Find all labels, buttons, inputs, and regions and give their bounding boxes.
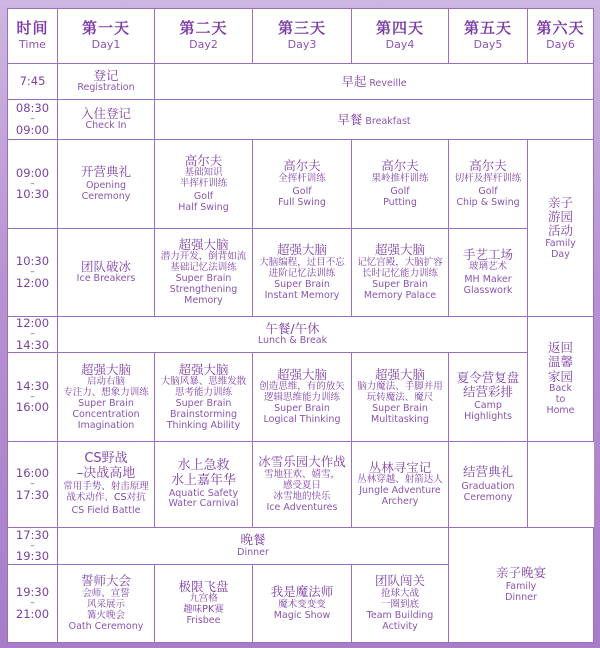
- activity-zh: 活动: [547, 223, 573, 239]
- activity-zh: 极限飞盘: [178, 578, 229, 594]
- day-zh: 第五天: [463, 19, 512, 38]
- activity-zh: 冰雪乐园大作战: [258, 454, 346, 470]
- activity-zh: 早起: [341, 74, 367, 90]
- activity-sub: 思考能力训练: [174, 386, 232, 398]
- header-day2: [155, 9, 253, 64]
- activity-zh: 登记: [93, 67, 119, 83]
- activity-zh: 家园: [547, 368, 573, 384]
- activity-en: Golf: [292, 185, 312, 197]
- activity-zh: 温馨: [547, 354, 573, 370]
- activity-en: Super Brain: [175, 397, 232, 409]
- day-zh: 第四天: [375, 19, 424, 38]
- header-day4: [352, 9, 449, 64]
- time-dash: –: [30, 598, 35, 609]
- activity-sub: 大脑编程，过目不忘: [259, 256, 345, 268]
- cell-opening-ceremony: [58, 140, 155, 229]
- cell-team-building: [352, 565, 449, 643]
- activity-en: Super Brain: [175, 273, 232, 285]
- activity-en: Camp: [474, 400, 502, 412]
- cell-ice-adventures: [253, 442, 352, 528]
- day-en: Day3: [287, 38, 317, 52]
- activity-en: Logical Thinking: [263, 414, 341, 426]
- cell-water-carnival: [155, 442, 253, 528]
- activity-en: Magic Show: [273, 609, 331, 621]
- time-cell: [8, 565, 58, 643]
- activity-sub: 篝火晚会: [86, 609, 125, 621]
- cell-camp-highlights: [449, 353, 528, 442]
- activity-sub: 抢球大战: [380, 587, 419, 599]
- day-zh: 第三天: [277, 19, 326, 38]
- activity-zh: 我是魔法师: [270, 584, 334, 600]
- time-end: 09:00: [15, 122, 50, 137]
- cell-magic-show: [253, 565, 352, 643]
- activity-sub: 战术动作、CS对抗: [66, 491, 146, 503]
- time-header-en: Time: [19, 38, 46, 52]
- activity-zh: 超强大脑: [276, 242, 327, 258]
- row-1730: [8, 528, 594, 565]
- time-end: 17:30: [15, 487, 50, 502]
- activity-en: Memory Palace: [363, 289, 437, 301]
- activity-en: Ceremony: [81, 191, 131, 203]
- time-start: 09:00: [15, 165, 50, 180]
- time-cell: 7:45: [8, 64, 58, 100]
- time-start: 17:30: [15, 527, 50, 542]
- activity-zh: 超强大脑: [276, 366, 327, 382]
- header-day3: [253, 9, 352, 64]
- activity-en: Highlights: [464, 411, 512, 423]
- header-time: [8, 9, 58, 64]
- activity-en: Day: [551, 248, 570, 260]
- activity-zh: 丛林寻宝记: [368, 459, 432, 475]
- activity-sub: 九宫格: [189, 593, 218, 605]
- cell-cs-battle: [58, 442, 155, 528]
- cell-ice-breakers: [58, 229, 155, 317]
- activity-sub: 雪地狂欢、嬉雪，: [263, 468, 340, 480]
- cell-brain-day4: [352, 229, 449, 317]
- cell-family-dinner: [449, 528, 594, 643]
- time-cell: [8, 317, 58, 353]
- activity-sub: 创造思维，有的放矢: [259, 381, 345, 393]
- cell-brain-day3: [253, 229, 352, 317]
- activity-en: Thinking Ability: [166, 419, 241, 431]
- time-cell: [8, 100, 58, 140]
- activity-sub: 基础记忆法训练: [170, 262, 237, 274]
- row-1430: [8, 353, 594, 442]
- activity-zh: 高尔夫: [381, 158, 419, 174]
- activity-zh: 手艺工场: [462, 246, 513, 262]
- activity-en: MH Maker: [464, 274, 512, 286]
- activity-en: Frisbee: [186, 615, 221, 627]
- activity-zh: 午餐/午休: [265, 320, 320, 336]
- activity-en: Memory: [184, 295, 223, 307]
- activity-sub: 脑力魔法、手脚并用: [357, 381, 443, 393]
- activity-zh: 高尔夫: [184, 152, 223, 168]
- time-dash: –: [30, 540, 35, 551]
- row-0900: [8, 140, 594, 229]
- activity-sub: 全挥杆训练: [278, 172, 326, 184]
- activity-en: CS Field Battle: [71, 504, 141, 516]
- activity-sub: 半挥杆训练: [179, 178, 228, 190]
- time-start: 14:30: [15, 378, 50, 393]
- header-row: [8, 9, 594, 64]
- row-1600: [8, 442, 594, 528]
- activity-en: Imagination: [77, 419, 135, 431]
- activity-zh: 团队破冰: [80, 258, 131, 274]
- activity-en: Strengthening: [169, 284, 238, 296]
- activity-en: Instant Memory: [264, 289, 340, 301]
- activity-sub: 大脑风暴、思维发散: [160, 375, 247, 387]
- activity-zh: 亲子: [547, 194, 573, 210]
- activity-en: Water Carnival: [168, 498, 239, 510]
- activity-en: Ice Adventures: [266, 501, 338, 513]
- time-end: 21:00: [15, 606, 50, 621]
- activity-zh: 结营彩排: [462, 384, 513, 400]
- cell-brain-day3-pm: [253, 353, 352, 442]
- cell-back-home: [528, 317, 594, 442]
- activity-en: Brainstorming: [169, 408, 238, 420]
- time-dash: –: [30, 329, 35, 340]
- activity-en: Home: [546, 405, 575, 417]
- row-1200: [8, 317, 594, 353]
- cell-check-in: [58, 100, 155, 140]
- activity-en: Check In: [85, 120, 127, 132]
- activity-zh: 超强大脑: [374, 366, 425, 382]
- time-end: 10:30: [15, 187, 50, 202]
- activity-en: Opening: [85, 180, 127, 192]
- time-cell: [8, 140, 58, 229]
- activity-sub: 切杆及挥杆训练: [454, 172, 522, 184]
- activity-zh: 超强大脑: [374, 242, 425, 258]
- activity-sub: 基础知识: [184, 167, 223, 179]
- activity-sub: 风采展示: [86, 598, 125, 610]
- activity-en: Golf: [193, 191, 214, 203]
- activity-zh: 誓师大会: [80, 573, 131, 589]
- activity-en: Jungle Adventure: [359, 485, 441, 497]
- schedule-table: [7, 8, 594, 643]
- header-day6: [528, 9, 594, 64]
- activity-en: Oath Ceremony: [68, 620, 144, 632]
- activity-en: Ceremony: [463, 491, 513, 503]
- activity-zh: 超强大脑: [178, 237, 229, 252]
- activity-zh: 高尔夫: [283, 158, 321, 174]
- activity-en: Aquatic Safety: [168, 487, 239, 499]
- activity-en: Super Brain: [372, 403, 428, 415]
- activity-en: Multitasking: [371, 414, 429, 426]
- day-en: Day2: [189, 38, 218, 52]
- activity-sub: 长时记忆能力训练: [361, 267, 438, 279]
- time-cell: [8, 229, 58, 317]
- activity-zh: 亲子晚宴: [495, 564, 546, 580]
- activity-en: Glasswork: [463, 285, 513, 297]
- time-dash: –: [30, 114, 35, 125]
- activity-en: Family: [545, 237, 576, 249]
- activity-zh: 水上急救: [177, 457, 230, 473]
- day-en: Day6: [546, 38, 575, 52]
- time-end: 14:30: [15, 337, 50, 352]
- activity-zh: 水上嘉年华: [170, 472, 236, 488]
- cell-golf-day5: [449, 140, 528, 229]
- time-dash: –: [30, 178, 35, 189]
- activity-zh: 游园: [547, 208, 573, 224]
- cell-craft-day5: [449, 229, 528, 317]
- activity-zh: 结营典礼: [462, 464, 513, 480]
- activity-en: Registration: [77, 82, 135, 94]
- activity-sub: 进阶记忆法训练: [268, 267, 336, 279]
- activity-en: Golf: [390, 185, 410, 197]
- time-cell: [8, 442, 58, 528]
- activity-zh: 返回: [547, 340, 573, 356]
- cell-frisbee: [155, 565, 253, 643]
- activity-zh: 晚餐: [240, 532, 266, 548]
- activity-sub: 会师、宣誓: [82, 587, 130, 599]
- time-cell: [8, 353, 58, 442]
- time-end: 19:30: [15, 549, 50, 564]
- time-dash: –: [30, 267, 35, 278]
- time-start: 12:00: [15, 316, 50, 331]
- cell-jungle-adventure: [352, 442, 449, 528]
- activity-sub: 启动右脑: [86, 375, 125, 387]
- cell-graduation: [449, 442, 528, 528]
- activity-en: Golf: [478, 185, 498, 197]
- cell-brain-day4-pm: [352, 353, 449, 442]
- activity-sub: 记忆宫殿，大脑扩容: [357, 256, 443, 268]
- activity-en: Back: [548, 383, 573, 395]
- activity-sub: 感受夏日: [282, 479, 321, 491]
- day-zh: 第六天: [536, 19, 585, 38]
- activity-en: Ice Breakers: [76, 273, 136, 285]
- activity-en: Reveille: [369, 78, 407, 90]
- cell-golf-day3: [253, 140, 352, 229]
- cell-golf-day2: [155, 140, 253, 229]
- activity-en: Putting: [383, 196, 417, 208]
- time-start: 19:30: [15, 585, 50, 600]
- activity-en: Super Brain: [372, 278, 428, 290]
- activity-zh: 入住登记: [80, 105, 131, 121]
- activity-en: Archery: [381, 496, 419, 508]
- activity-zh: –决战高地: [76, 466, 136, 482]
- activity-sub: 魔术变变变: [278, 598, 326, 610]
- cell-breakfast: [155, 100, 594, 140]
- activity-en: Super Brain: [78, 397, 134, 409]
- time-header-zh: 时间: [16, 19, 49, 38]
- cell-family-day: [528, 140, 594, 317]
- activity-en: Half Swing: [178, 202, 229, 214]
- activity-sub: 果岭推杆训练: [371, 172, 429, 184]
- activity-en: Full Swing: [278, 196, 326, 208]
- activity-en: Family: [505, 581, 537, 593]
- time-start: 10:30: [15, 254, 50, 269]
- cell-reveille: [155, 64, 594, 100]
- day-zh: 第二天: [179, 19, 228, 38]
- activity-en: Dinner: [237, 546, 269, 558]
- activity-sub: 冰雪地的快乐: [273, 490, 331, 502]
- activity-sub: 趣味PK赛: [183, 604, 224, 616]
- time-dash: –: [30, 391, 35, 402]
- cell-brain-day1-pm: [58, 353, 155, 442]
- activity-en: Team Building: [366, 609, 434, 621]
- day-en: Day1: [91, 38, 121, 52]
- activity-en: Dinner: [505, 592, 537, 604]
- row-0745: [8, 64, 594, 100]
- activity-sub: 潜力开发，倒背如流: [160, 251, 247, 263]
- day-zh: 第一天: [81, 19, 130, 38]
- time-dash: –: [30, 479, 35, 490]
- activity-en: Activity: [382, 620, 418, 632]
- cell-golf-day4: [352, 140, 449, 229]
- activity-sub: 专注力、想象力训练: [63, 386, 149, 398]
- row-0830: [8, 100, 594, 140]
- activity-en: Breakfast: [365, 116, 411, 128]
- activity-zh: 高尔夫: [469, 158, 507, 174]
- activity-en: Lunch & Break: [257, 335, 328, 347]
- time-end: 16:00: [15, 400, 50, 415]
- activity-sub: 丛林穿越、射箭达人: [357, 474, 443, 486]
- activity-zh: 早餐: [337, 112, 363, 128]
- time-start: 16:00: [15, 466, 50, 481]
- activity-en: Super Brain: [274, 278, 330, 290]
- cell-brain-day2-pm: [155, 353, 253, 442]
- activity-zh: 超强大脑: [178, 361, 229, 377]
- activity-en: Graduation: [461, 480, 515, 492]
- day-en: Day4: [385, 38, 415, 52]
- activity-sub: 常用手势、射击原理: [63, 481, 149, 493]
- activity-sub: 玻璃艺术: [468, 261, 507, 273]
- time-cell: [8, 528, 58, 565]
- time-end: 12:00: [15, 275, 50, 290]
- cell-dinner: [58, 528, 449, 565]
- cell-brain-day2: [155, 229, 253, 317]
- activity-sub: 玩转魔法、魔尺: [366, 392, 434, 404]
- activity-sub: 一圈到底: [380, 598, 419, 610]
- activity-en: to: [555, 394, 566, 406]
- time-start: 08:30: [15, 101, 50, 116]
- activity-en: Chip & Swing: [456, 196, 520, 208]
- activity-en: Super Brain: [274, 403, 330, 415]
- header-day5: [449, 9, 528, 64]
- activity-sub: 逻辑思维能力训练: [263, 392, 340, 404]
- row-1030: [8, 229, 594, 317]
- activity-zh: 团队闯关: [374, 573, 425, 589]
- header-day1: [58, 9, 155, 64]
- activity-zh: 夏令营复盘: [456, 369, 520, 385]
- day-en: Day5: [473, 38, 503, 52]
- cell-lunch: [58, 317, 528, 353]
- cell-registration: [58, 64, 155, 100]
- activity-zh: 开营典礼: [80, 163, 131, 179]
- activity-en: Concentration: [72, 408, 140, 420]
- cell-oath-ceremony: [58, 565, 155, 643]
- activity-zh: CS野战: [84, 451, 128, 467]
- activity-zh: 超强大脑: [80, 361, 131, 377]
